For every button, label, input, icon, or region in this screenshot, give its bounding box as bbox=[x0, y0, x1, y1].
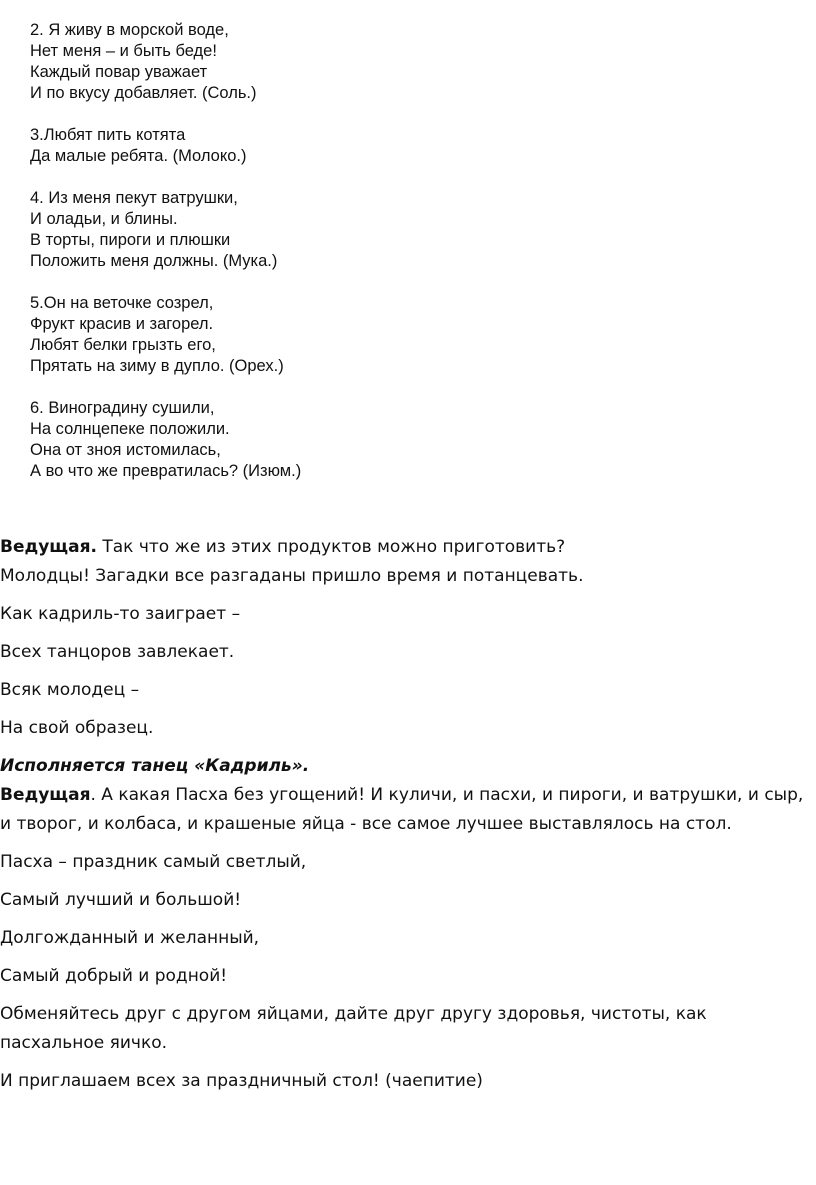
verse-line: Самый лучший и большой! bbox=[0, 890, 242, 910]
riddle-milk bbox=[30, 125, 790, 167]
riddle-line: 6. Виноградину сушили, bbox=[30, 399, 215, 417]
stage-direction: Исполняется танец «Кадриль». bbox=[0, 756, 310, 776]
riddle-line: Да малые ребята. (Молоко.) bbox=[30, 147, 247, 165]
riddle-line: Каждый повар уважает bbox=[30, 63, 208, 81]
riddle-line: А во что же превратилась? (Изюм.) bbox=[30, 462, 302, 480]
riddle-line: Она от зноя истомилась, bbox=[30, 441, 221, 459]
verse-line: На свой образец. bbox=[0, 718, 154, 738]
verse-line: Самый добрый и родной! bbox=[0, 966, 228, 986]
riddles-section bbox=[30, 20, 790, 503]
riddle-raisin bbox=[30, 398, 790, 482]
riddle-line: На солнцепеке положили. bbox=[30, 420, 230, 438]
riddle-line: Нет меня – и быть беде! bbox=[30, 42, 217, 60]
riddle-flour bbox=[30, 188, 790, 272]
praise-line: Молодцы! Загадки все разгаданы пришло время и потанцевать. bbox=[0, 566, 584, 586]
verse-line: Пасха – праздник самый светлый, bbox=[0, 852, 307, 872]
riddle-line: 3.Любят пить котята bbox=[30, 126, 186, 144]
host-line-text: . А какая Пасха без угощений! И куличи, и пасхи, и пироги, и ватрушки, и сыр, и творог, и колбаса, и крашеные яйца - все самое лучшее выставлялось на стол. bbox=[0, 785, 804, 834]
verse-line: Всех танцоров завлекает. bbox=[0, 642, 235, 662]
verse-line: Всяк молодец – bbox=[0, 680, 140, 700]
verse-line: Долгожданный и желанный, bbox=[0, 928, 260, 948]
riddle-nut bbox=[30, 293, 790, 377]
invite-line: И приглашаем всех за праздничный стол! (чаепитие) bbox=[0, 1071, 483, 1091]
riddle-line: В торты, пироги и плюшки bbox=[30, 231, 231, 249]
riddle-line: 5.Он на веточке созрел, bbox=[30, 294, 214, 312]
verse-line: Как кадриль-то заиграет – bbox=[0, 604, 241, 624]
riddle-line: Фрукт красив и загорел. bbox=[30, 315, 214, 333]
host-line-1 bbox=[0, 533, 816, 562]
riddle-line: 2. Я живу в морской воде, bbox=[30, 21, 229, 39]
riddle-line: Любят белки грызть его, bbox=[30, 336, 216, 354]
host-line-text: Так что же из этих продуктов можно приготовить? bbox=[96, 537, 566, 557]
riddle-line: Положить меня должны. (Мука.) bbox=[30, 252, 278, 270]
riddle-line: 4. Из меня пекут ватрушки, bbox=[30, 189, 238, 207]
riddle-line: И оладьи, и блины. bbox=[30, 210, 178, 228]
script-section bbox=[0, 533, 816, 1096]
exchange-line: Обменяйтесь друг с другом яйцами, дайте друг другу здоровья, чистоты, как пасхальное яичко. bbox=[0, 1004, 707, 1053]
speaker-label: Ведущая. bbox=[0, 537, 97, 557]
riddle-line: И по вкусу добавляет. (Соль.) bbox=[30, 84, 257, 102]
speaker-label: Ведущая bbox=[0, 785, 91, 805]
riddle-salt bbox=[30, 20, 790, 104]
riddle-line: Прятать на зиму в дупло. (Орех.) bbox=[30, 357, 284, 375]
host-line-2 bbox=[0, 781, 812, 839]
